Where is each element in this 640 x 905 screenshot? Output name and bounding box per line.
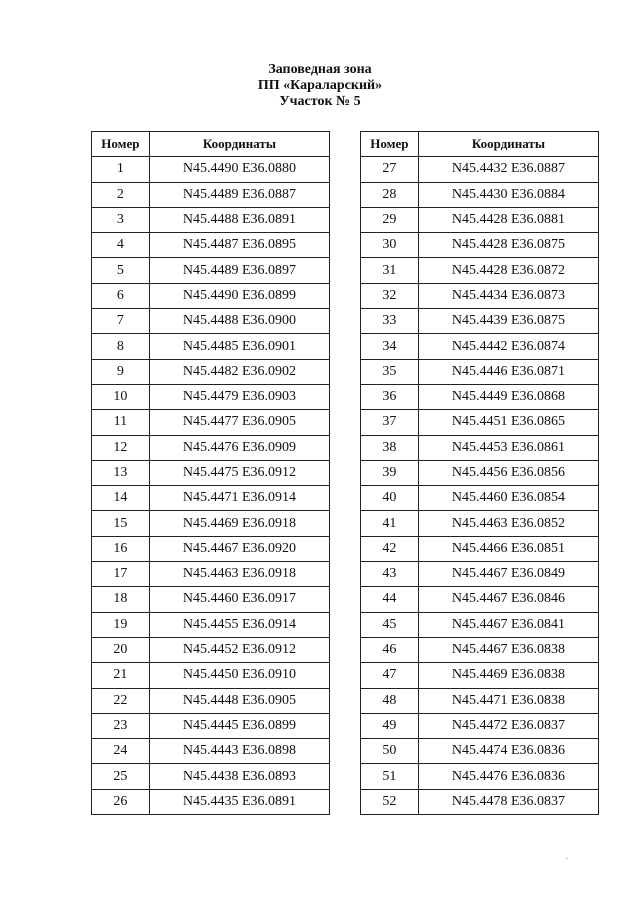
table-row [92, 663, 330, 688]
table-row [361, 283, 599, 308]
point-number-cell: 15 [92, 511, 150, 536]
table-row [361, 410, 599, 435]
plot-number: Участок № 5 [279, 94, 361, 109]
table-row [92, 511, 330, 536]
point-number-cell: 28 [361, 182, 419, 207]
point-coordinates-cell: N45.4476 E36.0909 [149, 435, 329, 460]
point-coordinates-cell: N45.4432 E36.0887 [418, 157, 598, 182]
point-coordinates-cell: N45.4448 E36.0905 [149, 688, 329, 713]
point-coordinates-cell: N45.4469 E36.0918 [149, 511, 329, 536]
point-number-cell: 44 [361, 587, 419, 612]
point-number-cell: 27 [361, 157, 419, 182]
point-number-cell: 8 [92, 334, 150, 359]
table-row [92, 688, 330, 713]
point-coordinates-cell: N45.4442 E36.0874 [418, 334, 598, 359]
point-number-cell: 49 [361, 713, 419, 738]
point-coordinates-cell: N45.4467 E36.0841 [418, 612, 598, 637]
point-number-cell: 11 [92, 410, 150, 435]
table-row [361, 713, 599, 738]
table-row [92, 739, 330, 764]
point-number-cell: 26 [92, 789, 150, 814]
table-row [361, 688, 599, 713]
point-number-cell: 42 [361, 536, 419, 561]
point-number-cell: 33 [361, 309, 419, 334]
point-number-cell: 52 [361, 789, 419, 814]
point-number-cell: 45 [361, 612, 419, 637]
point-coordinates-cell: N45.4460 E36.0854 [418, 486, 598, 511]
zone-title: Заповедная зона [268, 62, 372, 77]
point-number-cell: 13 [92, 460, 150, 485]
point-number-cell: 18 [92, 587, 150, 612]
point-number-cell: 35 [361, 359, 419, 384]
scan-speck [566, 858, 568, 859]
point-number-cell: 48 [361, 688, 419, 713]
point-coordinates-cell: N45.4487 E36.0895 [149, 233, 329, 258]
point-coordinates-cell: N45.4489 E36.0887 [149, 182, 329, 207]
point-coordinates-cell: N45.4443 E36.0898 [149, 739, 329, 764]
point-number-cell: 50 [361, 739, 419, 764]
table-row [92, 258, 330, 283]
point-coordinates-cell: N45.4477 E36.0905 [149, 410, 329, 435]
table-row [92, 637, 330, 662]
point-coordinates-cell: N45.4434 E36.0873 [418, 283, 598, 308]
point-number-cell: 10 [92, 384, 150, 409]
point-coordinates-cell: N45.4489 E36.0897 [149, 258, 329, 283]
table-row [361, 536, 599, 561]
table-row [361, 334, 599, 359]
point-coordinates-cell: N45.4445 E36.0899 [149, 713, 329, 738]
table-row [92, 334, 330, 359]
point-coordinates-cell: N45.4485 E36.0901 [149, 334, 329, 359]
point-number-cell: 43 [361, 562, 419, 587]
point-coordinates-cell: N45.4456 E36.0856 [418, 460, 598, 485]
point-coordinates-cell: N45.4479 E36.0903 [149, 384, 329, 409]
table-row [92, 764, 330, 789]
table-row [361, 157, 599, 182]
point-number-cell: 29 [361, 207, 419, 232]
point-coordinates-cell: N45.4435 E36.0891 [149, 789, 329, 814]
table-row [361, 233, 599, 258]
point-coordinates-cell: N45.4474 E36.0836 [418, 739, 598, 764]
point-number-cell: 6 [92, 283, 150, 308]
point-coordinates-cell: N45.4451 E36.0865 [418, 410, 598, 435]
point-number-cell: 3 [92, 207, 150, 232]
table-header-row [361, 132, 599, 157]
point-number-cell: 38 [361, 435, 419, 460]
point-number-cell: 36 [361, 384, 419, 409]
table-row [361, 739, 599, 764]
table-row [92, 384, 330, 409]
point-number-cell: 40 [361, 486, 419, 511]
point-coordinates-cell: N45.4475 E36.0912 [149, 460, 329, 485]
table-row [361, 258, 599, 283]
table-row [361, 511, 599, 536]
table-row [92, 309, 330, 334]
table-row [92, 182, 330, 207]
table-row [361, 207, 599, 232]
point-number-cell: 4 [92, 233, 150, 258]
point-coordinates-cell: N45.4430 E36.0884 [418, 182, 598, 207]
point-coordinates-cell: N45.4452 E36.0912 [149, 637, 329, 662]
point-coordinates-cell: N45.4453 E36.0861 [418, 435, 598, 460]
point-coordinates-cell: N45.4467 E36.0838 [418, 637, 598, 662]
point-number-cell: 32 [361, 283, 419, 308]
point-coordinates-cell: N45.4446 E36.0871 [418, 359, 598, 384]
point-coordinates-cell: N45.4482 E36.0902 [149, 359, 329, 384]
point-number-cell: 1 [92, 157, 150, 182]
point-number-cell: 9 [92, 359, 150, 384]
point-number-cell: 20 [92, 637, 150, 662]
point-number-cell: 39 [361, 460, 419, 485]
point-coordinates-cell: N45.4490 E36.0880 [149, 157, 329, 182]
table-row [361, 587, 599, 612]
number-column-header: Номер [92, 132, 150, 157]
table-row [92, 283, 330, 308]
table-row [92, 435, 330, 460]
point-coordinates-cell: N45.4450 E36.0910 [149, 663, 329, 688]
table-row [361, 764, 599, 789]
point-number-cell: 14 [92, 486, 150, 511]
point-coordinates-cell: N45.4460 E36.0917 [149, 587, 329, 612]
point-coordinates-cell: N45.4472 E36.0837 [418, 713, 598, 738]
table-row [361, 384, 599, 409]
table-row [92, 157, 330, 182]
point-number-cell: 37 [361, 410, 419, 435]
point-number-cell: 34 [361, 334, 419, 359]
point-coordinates-cell: N45.4469 E36.0838 [418, 663, 598, 688]
table-row [92, 536, 330, 561]
point-number-cell: 46 [361, 637, 419, 662]
point-coordinates-cell: N45.4463 E36.0918 [149, 562, 329, 587]
table-row [361, 562, 599, 587]
point-coordinates-cell: N45.4466 E36.0851 [418, 536, 598, 561]
point-coordinates-cell: N45.4471 E36.0838 [418, 688, 598, 713]
table-row [92, 207, 330, 232]
point-number-cell: 22 [92, 688, 150, 713]
table-row [92, 612, 330, 637]
point-number-cell: 2 [92, 182, 150, 207]
table-header-row [92, 132, 330, 157]
table-row [92, 789, 330, 814]
point-coordinates-cell: N45.4490 E36.0899 [149, 283, 329, 308]
point-coordinates-cell: N45.4428 E36.0875 [418, 233, 598, 258]
point-number-cell: 30 [361, 233, 419, 258]
number-column-header: Номер [361, 132, 419, 157]
point-coordinates-cell: N45.4455 E36.0914 [149, 612, 329, 637]
document-heading [0, 62, 640, 110]
coordinates-column-header: Координаты [418, 132, 598, 157]
point-number-cell: 23 [92, 713, 150, 738]
point-number-cell: 41 [361, 511, 419, 536]
point-number-cell: 5 [92, 258, 150, 283]
point-number-cell: 7 [92, 309, 150, 334]
point-coordinates-cell: N45.4438 E36.0893 [149, 764, 329, 789]
table-row [92, 587, 330, 612]
point-coordinates-cell: N45.4467 E36.0849 [418, 562, 598, 587]
point-number-cell: 51 [361, 764, 419, 789]
park-name: ПП «Караларский» [257, 78, 383, 93]
table-row [361, 309, 599, 334]
table-row [361, 663, 599, 688]
point-coordinates-cell: N45.4478 E36.0837 [418, 789, 598, 814]
table-row [92, 486, 330, 511]
table-row [361, 182, 599, 207]
point-number-cell: 19 [92, 612, 150, 637]
point-coordinates-cell: N45.4471 E36.0914 [149, 486, 329, 511]
point-number-cell: 47 [361, 663, 419, 688]
point-coordinates-cell: N45.4439 E36.0875 [418, 309, 598, 334]
point-coordinates-cell: N45.4467 E36.0920 [149, 536, 329, 561]
table-row [361, 460, 599, 485]
table-row [92, 410, 330, 435]
table-row [361, 789, 599, 814]
table-row [92, 562, 330, 587]
point-number-cell: 16 [92, 536, 150, 561]
coordinates-column-header: Координаты [149, 132, 329, 157]
table-row [361, 359, 599, 384]
table-row [361, 612, 599, 637]
table-row [92, 460, 330, 485]
coordinates-table-right [360, 131, 599, 815]
point-number-cell: 25 [92, 764, 150, 789]
table-body [361, 157, 599, 815]
point-coordinates-cell: N45.4463 E36.0852 [418, 511, 598, 536]
point-number-cell: 31 [361, 258, 419, 283]
table-row [92, 233, 330, 258]
table-row [361, 486, 599, 511]
table-row [361, 637, 599, 662]
point-coordinates-cell: N45.4428 E36.0881 [418, 207, 598, 232]
point-coordinates-cell: N45.4476 E36.0836 [418, 764, 598, 789]
point-coordinates-cell: N45.4488 E36.0900 [149, 309, 329, 334]
point-coordinates-cell: N45.4449 E36.0868 [418, 384, 598, 409]
point-number-cell: 21 [92, 663, 150, 688]
point-number-cell: 24 [92, 739, 150, 764]
point-coordinates-cell: N45.4488 E36.0891 [149, 207, 329, 232]
point-number-cell: 17 [92, 562, 150, 587]
table-row [361, 435, 599, 460]
coordinates-table-left [91, 131, 330, 815]
table-row [92, 359, 330, 384]
point-coordinates-cell: N45.4467 E36.0846 [418, 587, 598, 612]
table-row [92, 713, 330, 738]
point-number-cell: 12 [92, 435, 150, 460]
table-body [92, 157, 330, 815]
point-coordinates-cell: N45.4428 E36.0872 [418, 258, 598, 283]
